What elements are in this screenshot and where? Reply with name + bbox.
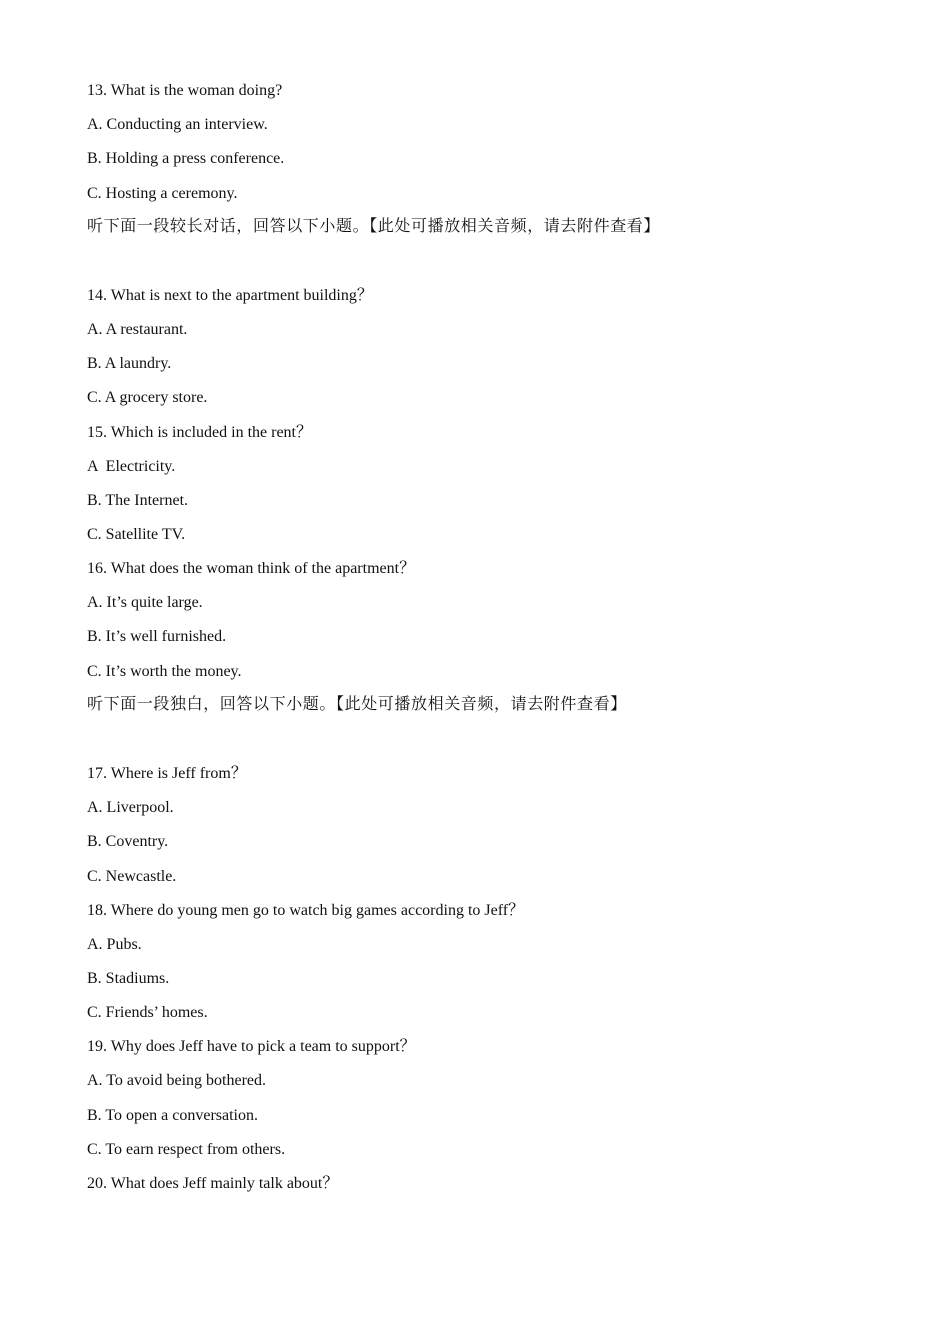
option-17b: B. Coventry. — [87, 833, 169, 850]
option-19b: B. To open a conversation. — [87, 1107, 258, 1124]
option-15b: B. The Internet. — [87, 492, 189, 509]
option-14a: A. A restaurant. — [87, 321, 188, 338]
option-17c: C. Newcastle. — [87, 868, 177, 885]
option-15c: C. Satellite TV. — [87, 526, 186, 543]
option-18b: B. Stadiums. — [87, 970, 170, 987]
question-20: 20. What does Jeff mainly talk about？ — [87, 1175, 339, 1192]
option-18c: C. Friends’ homes. — [87, 1004, 208, 1021]
option-16b: B. It’s well furnished. — [87, 628, 227, 645]
option-13c: C. Hosting a ceremony. — [87, 185, 238, 202]
instruction-dialogue: 听下面一段较长对话，回答以下小题。【此处可播放相关音频，请去附件查看】 — [87, 218, 661, 235]
option-17a: A. Liverpool. — [87, 799, 174, 816]
option-15a: A Electricity. — [87, 458, 176, 475]
instruction-monologue: 听下面一段独白，回答以下小题。【此处可播放相关音频，请去附件查看】 — [87, 696, 627, 713]
option-13b: B. Holding a press conference. — [87, 150, 285, 167]
question-17: 17. Where is Jeff from？ — [87, 765, 247, 782]
option-19a: A. To avoid being bothered. — [87, 1072, 266, 1089]
option-14b: B. A laundry. — [87, 355, 172, 372]
option-16c: C. It’s worth the money. — [87, 663, 242, 680]
question-13: 13. What is the woman doing? — [87, 82, 283, 99]
option-13a: A. Conducting an interview. — [87, 116, 268, 133]
question-15: 15. Which is included in the rent？ — [87, 424, 312, 441]
question-18: 18. Where do young men go to watch big games according to Jeff？ — [87, 902, 525, 919]
question-19: 19. Why does Jeff have to pick a team to support？ — [87, 1038, 416, 1055]
question-16: 16. What does the woman think of the apartment？ — [87, 560, 416, 577]
option-18a: A. Pubs. — [87, 936, 142, 953]
option-19c: C. To earn respect from others. — [87, 1141, 286, 1158]
option-16a: A. It’s quite large. — [87, 594, 203, 611]
question-14: 14. What is next to the apartment building？ — [87, 287, 373, 304]
option-14c: C. A grocery store. — [87, 389, 208, 406]
